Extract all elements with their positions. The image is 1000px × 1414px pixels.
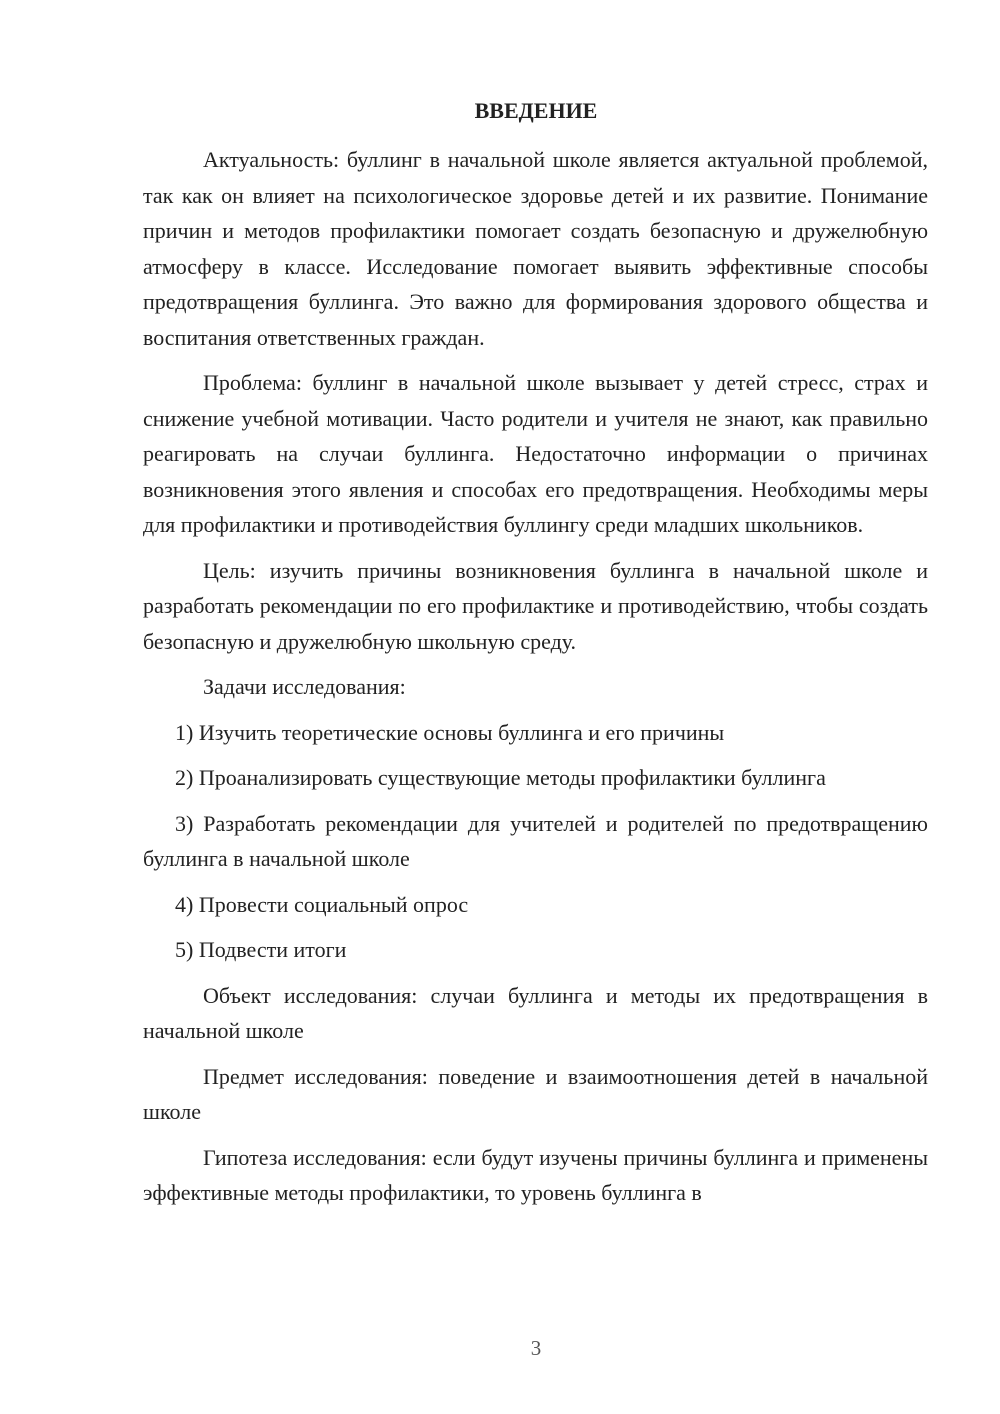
paragraph-problem: Проблема: буллинг в начальной школе вызывает у детей стресс, страх и снижение учебной мотивации. Часто родители и учителя не знают, как правильно реагировать на случаи буллинга. Недостаточно информации о причинах возникновения этого явления и способах его предотвращения. Необходимы меры для профилактики и противодействия буллингу среди младших школьников. bbox=[143, 370, 928, 537]
paragraph-relevance: Актуальность: буллинг в начальной школе является актуальной проблемой, так как он влияет на психологическое здоровье детей и их развитие. Понимание причин и методов профилактики помогает создать безопасную и дружелюбную атмосферу в классе. Исследование помогает выявить эффективные способы предотвращения буллинга. Это важно для формирования здорового общества и воспитания ответственных граждан. bbox=[143, 147, 928, 350]
paragraph-subject: Предмет исследования: поведение и взаимоотношения детей в начальной школе bbox=[143, 1063, 928, 1124]
document-body bbox=[143, 142, 928, 1221]
page-number: 3 bbox=[530, 1336, 542, 1360]
paragraph-object: Объект исследования: случаи буллинга и методы их предотвращения в начальной школе bbox=[143, 982, 928, 1043]
task-item-2: 2) Проанализировать существующие методы профилактики буллинга bbox=[175, 765, 826, 790]
task-item-4: 4) Провести социальный опрос bbox=[175, 891, 469, 917]
task-item-3: 3) Разработать рекомендации для учителей и родителей по предотвращению буллинга в начальной школе bbox=[143, 810, 928, 871]
paragraph-hypothesis: Гипотеза исследования: если будут изучены причины буллинга и применены эффективные методы профилактики, то уровень буллинга в bbox=[143, 1144, 928, 1205]
paragraph-tasks-heading: Задачи исследования: bbox=[203, 674, 406, 699]
paragraph-goal: Цель: изучить причины возникновения буллинга в начальной школе и разработать рекомендации по его профилактике и противодействию, чтобы создать безопасную и дружелюбную школьную среду. bbox=[143, 557, 928, 654]
section-title: ВВЕДЕНИЕ bbox=[474, 98, 598, 123]
task-item-5: 5) Подвести итоги bbox=[175, 937, 347, 962]
task-item-1: 1) Изучить теоретические основы буллинга и его причины bbox=[175, 719, 725, 745]
